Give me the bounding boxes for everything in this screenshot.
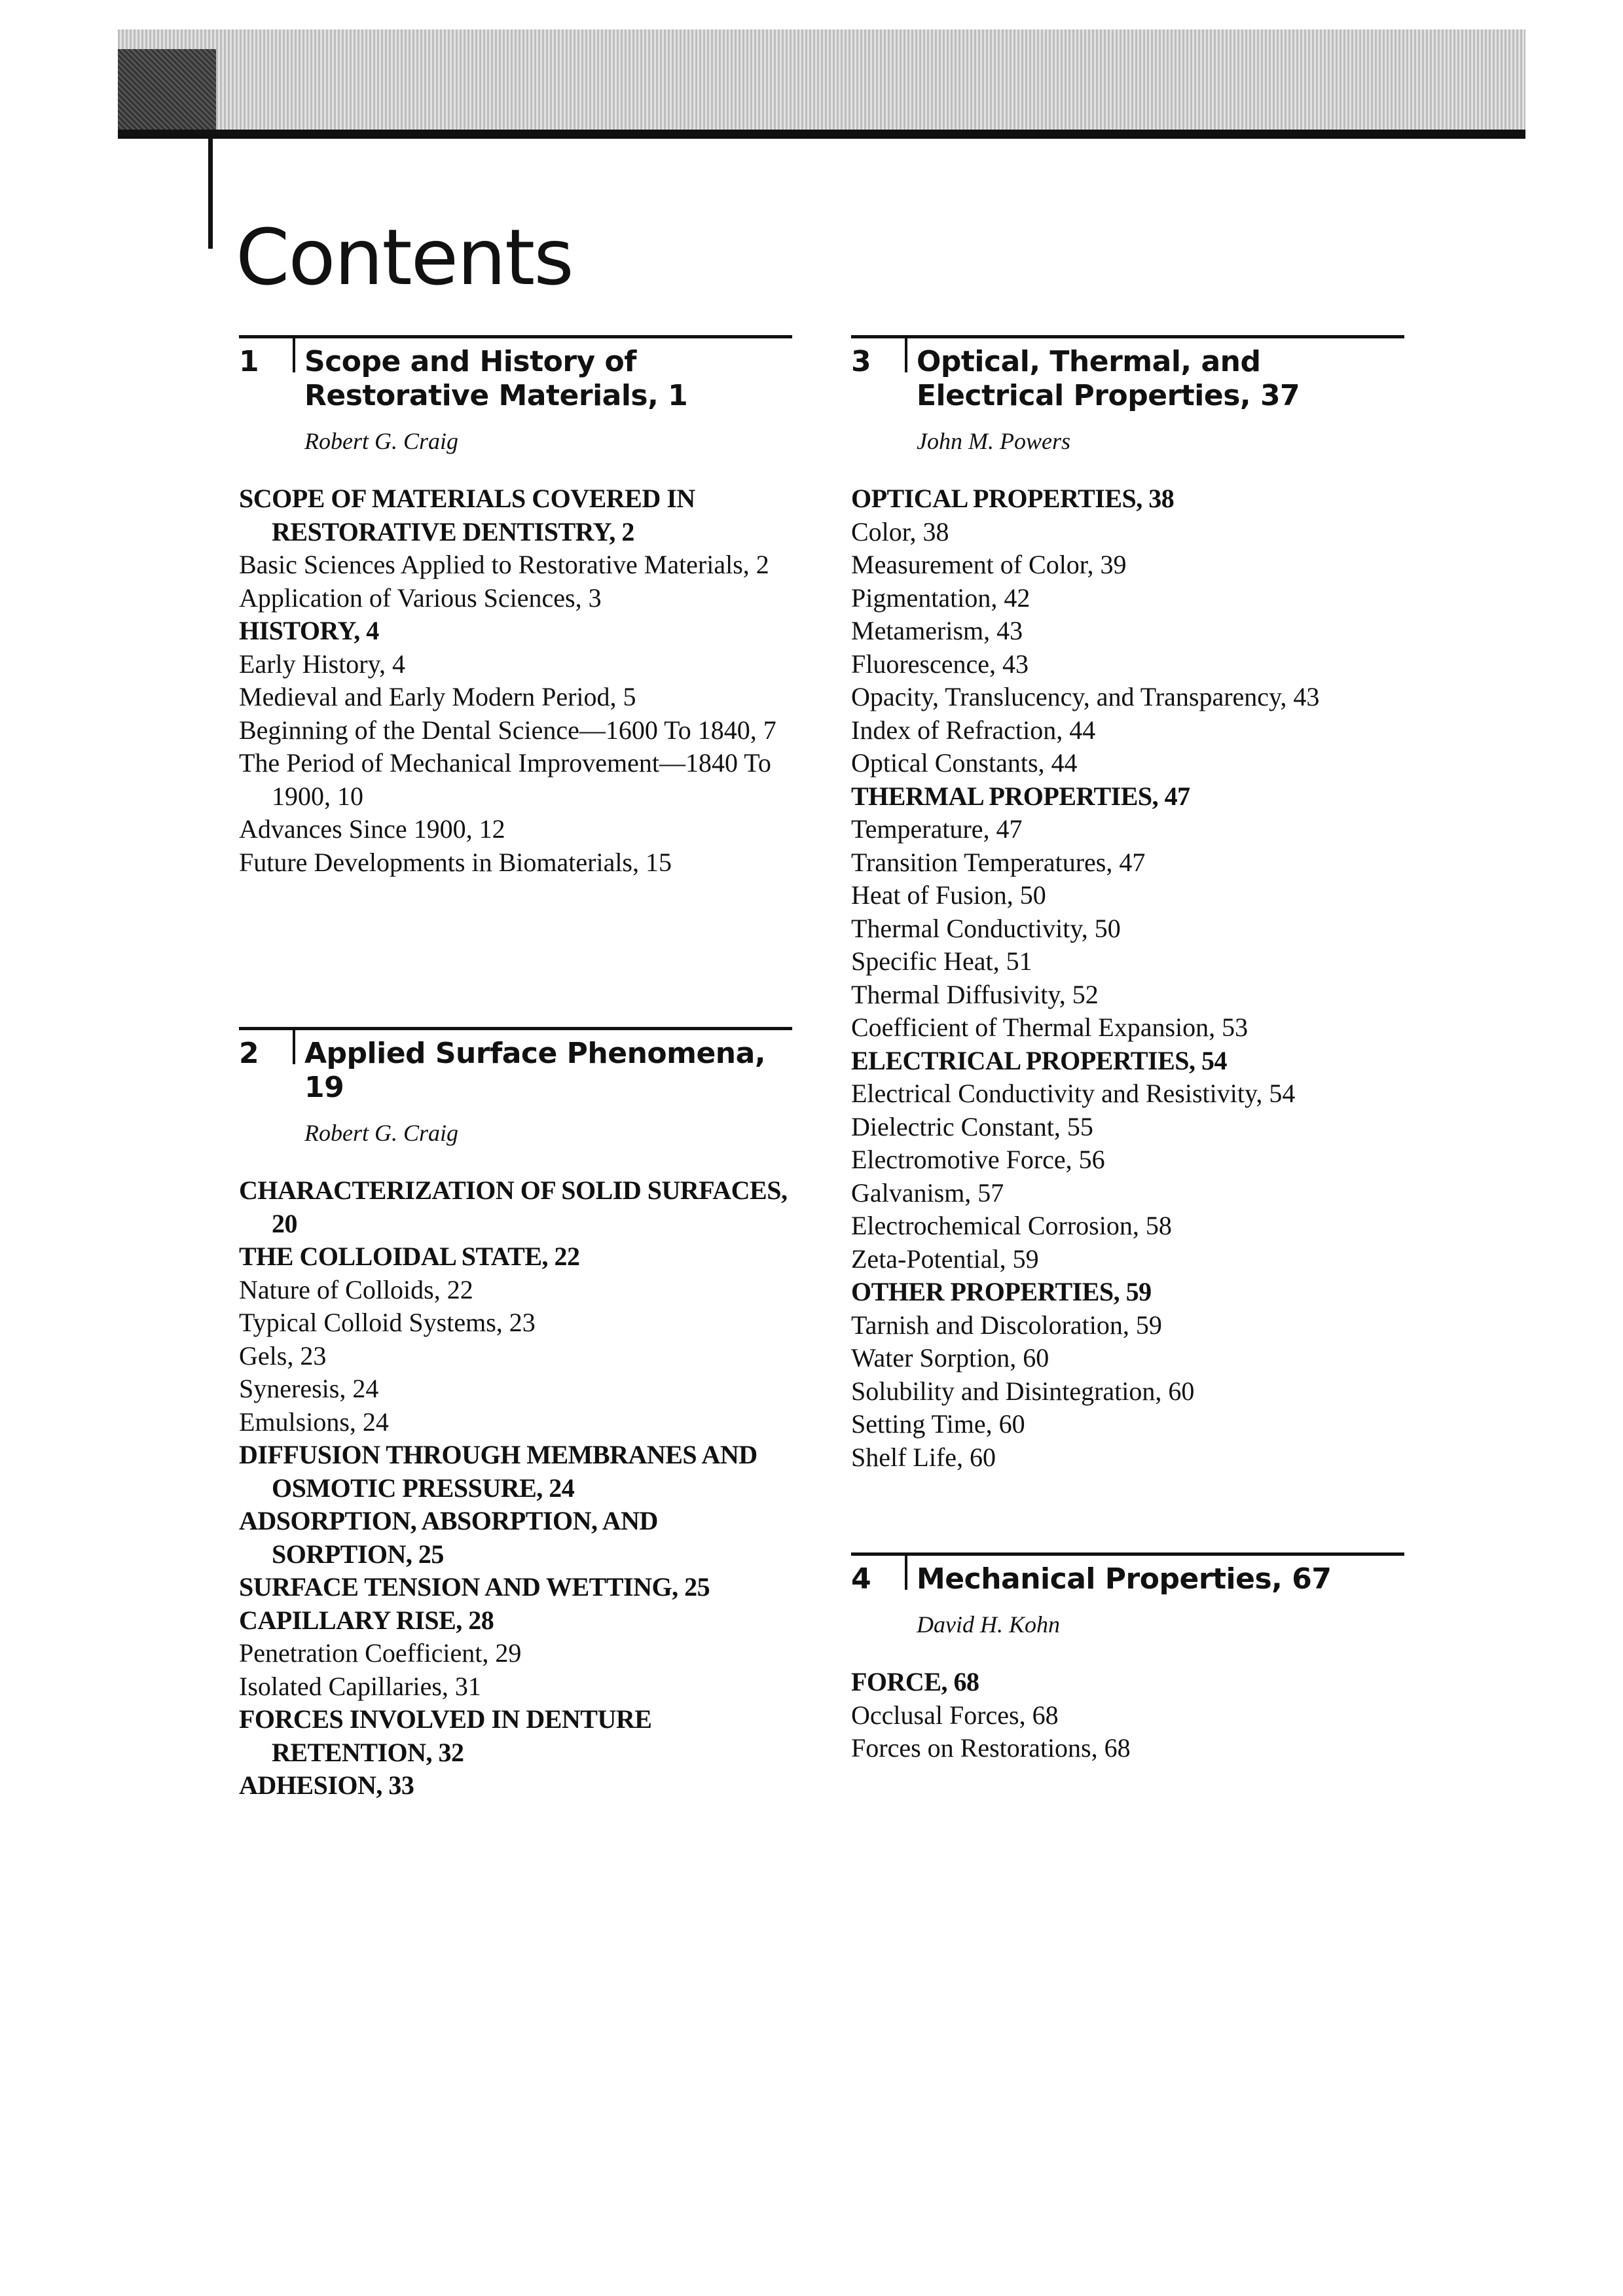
subsection-entry[interactable]: Beginning of the Dental Science—1600 To 1840, 7 <box>239 715 776 745</box>
chapter-3 <box>851 335 1414 1474</box>
subsection-entry[interactable]: Thermal Diffusivity, 52 <box>851 979 1099 1009</box>
section-entry[interactable]: SURFACE TENSION AND WETTING, 25 <box>239 1572 710 1602</box>
chapter-tick <box>905 1556 907 1590</box>
header-banner <box>118 29 1525 134</box>
subsection-entry[interactable]: Specific Heat, 51 <box>851 946 1032 976</box>
subsection-entry[interactable]: Optical Constants, 44 <box>851 748 1078 778</box>
subsection-entry[interactable]: Heat of Fusion, 50 <box>851 880 1046 910</box>
subsection-entry[interactable]: Coefficient of Thermal Expansion, 53 <box>851 1013 1249 1042</box>
subsection-entry[interactable]: Nature of Colloids, 22 <box>239 1274 473 1304</box>
subsection-entry[interactable]: Syneresis, 24 <box>239 1374 379 1403</box>
chapter-tick <box>293 1030 295 1064</box>
chapter-number: 4 <box>851 1562 871 1596</box>
chapter-title[interactable]: Applied Surface Phenomena, 19 <box>304 1037 766 1104</box>
subsection-entry[interactable]: Transition Temperatures, 47 <box>851 847 1146 877</box>
chapter-rule <box>239 1027 792 1030</box>
subsection-entry[interactable]: Advances Since 1900, 12 <box>239 814 505 844</box>
subsection-entry[interactable]: Water Sorption, 60 <box>851 1343 1049 1372</box>
subsection-entry[interactable]: Emulsions, 24 <box>239 1407 389 1437</box>
chapter-heading <box>851 345 1414 413</box>
chapter-heading <box>239 345 802 413</box>
section-entry[interactable]: FORCE, 68 <box>851 1667 979 1696</box>
subsection-entry[interactable]: Solubility and Disintegration, 60 <box>851 1376 1195 1406</box>
chapter-tick <box>293 338 295 372</box>
section-entry[interactable]: SCOPE OF MATERIALS COVERED IN RESTORATIVE DENTISTRY, 2 <box>239 484 695 547</box>
subsection-entry[interactable]: Thermal Conductivity, 50 <box>851 913 1121 943</box>
section-entry[interactable]: OTHER PROPERTIES, 59 <box>851 1277 1152 1306</box>
subsection-entry[interactable]: Shelf Life, 60 <box>851 1442 996 1472</box>
subsection-entry[interactable]: Occlusal Forces, 68 <box>851 1700 1059 1730</box>
subsection-entry[interactable]: The Period of Mechanical Improvement—1840 To 1900, 10 <box>239 748 771 811</box>
chapter-4 <box>851 1552 1414 1765</box>
subsection-entry[interactable]: Galvanism, 57 <box>851 1177 1004 1208</box>
chapter-number: 2 <box>239 1037 259 1070</box>
section-entry[interactable]: HISTORY, 4 <box>239 616 379 645</box>
chapter-author: John M. Powers <box>917 428 1070 454</box>
section-entry[interactable]: CHARACTERIZATION OF SOLID SURFACES, 20 <box>239 1175 788 1238</box>
section-entry[interactable]: THE COLLOIDAL STATE, 22 <box>239 1242 580 1271</box>
subsection-entry[interactable]: Tarnish and Discoloration, 59 <box>851 1310 1162 1340</box>
subsection-entry[interactable]: Electrical Conductivity and Resistivity, 54 <box>851 1079 1296 1108</box>
chapter-author: David H. Kohn <box>917 1611 1060 1638</box>
chapter-title[interactable]: Scope and History of Restorative Materials, 1 <box>304 345 688 412</box>
section-entry[interactable]: FORCES INVOLVED IN DENTURE RETENTION, 32 <box>239 1704 652 1767</box>
subsection-entry[interactable]: Application of Various Sciences, 3 <box>239 583 602 613</box>
header-banner-dark-block <box>118 49 216 134</box>
subsection-entry[interactable]: Future Developments in Biomaterials, 15 <box>239 847 672 877</box>
section-entry[interactable]: CAPILLARY RISE, 28 <box>239 1605 494 1635</box>
section-entry[interactable]: THERMAL PROPERTIES, 47 <box>851 781 1190 811</box>
chapter-title[interactable]: Mechanical Properties, 67 <box>917 1562 1332 1596</box>
section-entry[interactable]: ELECTRICAL PROPERTIES, 54 <box>851 1045 1228 1075</box>
chapter-entries <box>851 1666 1414 1765</box>
subsection-entry[interactable]: Index of Refraction, 44 <box>851 715 1096 745</box>
subsection-entry[interactable]: Isolated Capillaries, 31 <box>239 1671 481 1701</box>
page-title: Contents <box>236 212 573 303</box>
chapter-heading <box>239 1037 802 1105</box>
subsection-entry[interactable]: Electromotive Force, 56 <box>851 1145 1105 1174</box>
chapter-number: 1 <box>239 345 259 378</box>
chapter-title[interactable]: Optical, Thermal, and Electrical Properties, 37 <box>917 345 1300 412</box>
section-entry[interactable]: ADHESION, 33 <box>239 1770 414 1800</box>
chapter-1 <box>239 335 802 879</box>
subsection-entry[interactable]: Measurement of Color, 39 <box>851 550 1127 579</box>
chapter-author: Robert G. Craig <box>304 428 459 454</box>
chapter-2 <box>239 1027 802 1803</box>
subsection-entry[interactable]: Pigmentation, 42 <box>851 583 1030 613</box>
subsection-entry[interactable]: Color, 38 <box>851 516 949 547</box>
subsection-entry[interactable]: Temperature, 47 <box>851 814 1023 844</box>
chapter-number: 3 <box>851 345 871 378</box>
subsection-entry[interactable]: Setting Time, 60 <box>851 1409 1025 1439</box>
chapter-rule <box>851 335 1404 338</box>
subsection-entry[interactable]: Forces on Restorations, 68 <box>851 1733 1131 1763</box>
chapter-entries <box>851 482 1414 1474</box>
header-rule <box>118 130 1525 139</box>
subsection-entry[interactable]: Fluorescence, 43 <box>851 649 1029 679</box>
chapter-author: Robert G. Craig <box>304 1120 459 1146</box>
chapter-entries <box>239 482 802 879</box>
chapter-heading <box>851 1562 1414 1596</box>
subsection-entry[interactable]: Zeta-Potential, 59 <box>851 1244 1039 1274</box>
subsection-entry[interactable]: Dielectric Constant, 55 <box>851 1111 1093 1141</box>
subsection-entry[interactable]: Basic Sciences Applied to Restorative Materials, 2 <box>239 550 769 579</box>
subsection-entry[interactable]: Metamerism, 43 <box>851 616 1023 645</box>
section-entry[interactable]: OPTICAL PROPERTIES, 38 <box>851 484 1175 513</box>
chapter-entries <box>239 1174 802 1803</box>
subsection-entry[interactable]: Gels, 23 <box>239 1340 327 1371</box>
section-entry[interactable]: DIFFUSION THROUGH MEMBRANES AND OSMOTIC PRESSURE, 24 <box>239 1440 757 1503</box>
subsection-entry[interactable]: Medieval and Early Modern Period, 5 <box>239 682 636 711</box>
subsection-entry[interactable]: Electrochemical Corrosion, 58 <box>851 1211 1172 1240</box>
subsection-entry[interactable]: Penetration Coefficient, 29 <box>239 1638 522 1668</box>
subsection-entry[interactable]: Opacity, Translucency, and Transparency, 43 <box>851 682 1320 711</box>
chapter-rule <box>239 335 792 338</box>
title-vertical-rule <box>208 134 213 249</box>
section-entry[interactable]: ADSORPTION, ABSORPTION, AND SORPTION, 25 <box>239 1506 658 1569</box>
subsection-entry[interactable]: Typical Colloid Systems, 23 <box>239 1308 536 1337</box>
chapter-tick <box>905 338 907 372</box>
chapter-rule <box>851 1552 1404 1556</box>
subsection-entry[interactable]: Early History, 4 <box>239 649 406 679</box>
